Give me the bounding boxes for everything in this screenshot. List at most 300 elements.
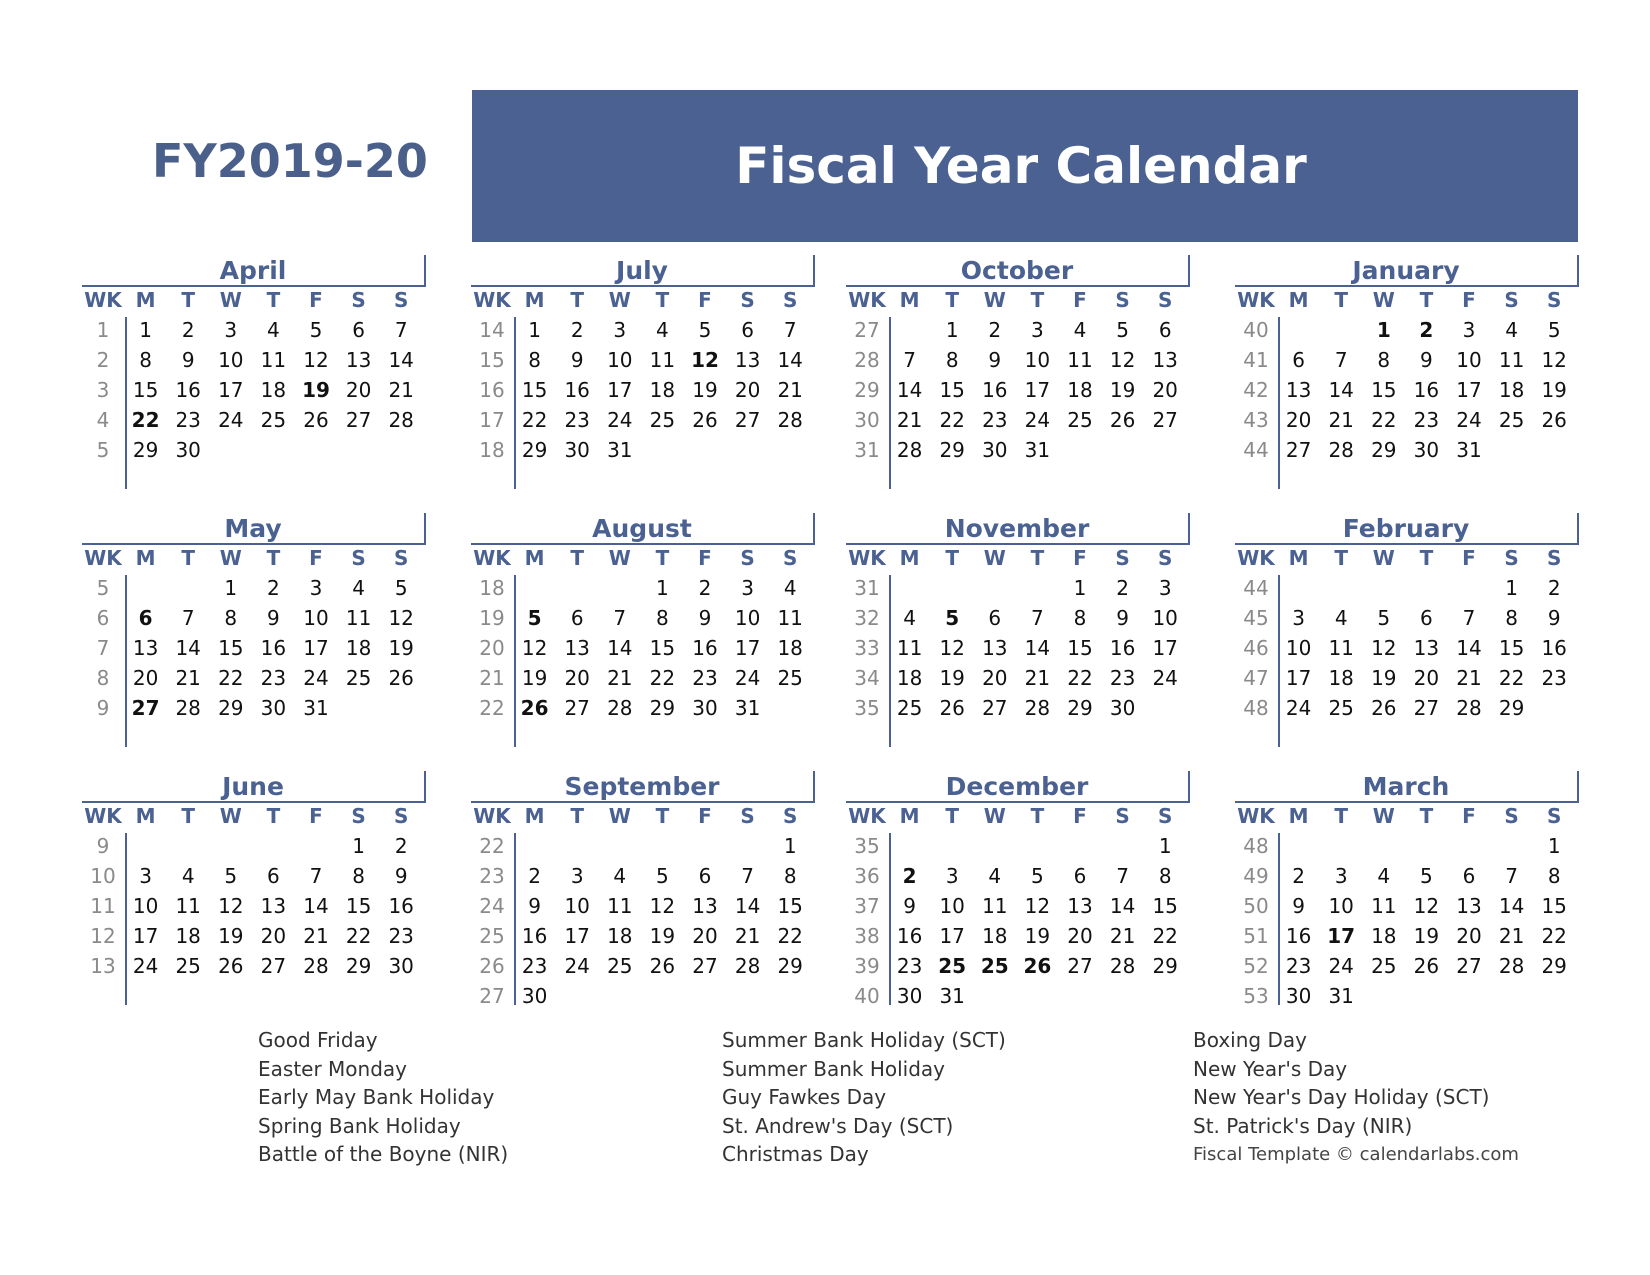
calendar-day: 18 xyxy=(777,636,803,660)
calendar-day: 3 xyxy=(741,576,754,600)
weekday-header: T xyxy=(266,546,281,570)
weekday-header: T xyxy=(1030,546,1045,570)
week-number: 41 xyxy=(1243,348,1269,372)
calendar-day: 21 xyxy=(1328,408,1354,432)
weekday-header: M xyxy=(899,546,920,570)
week-number: 40 xyxy=(1243,318,1269,342)
week-number-header: WK xyxy=(84,804,122,828)
weekday-header: S xyxy=(1504,804,1519,828)
calendar-day: 6 xyxy=(1420,606,1433,630)
calendar-day: 6 xyxy=(138,606,153,630)
week-number: 11 xyxy=(90,894,116,918)
week-number: 9 xyxy=(96,834,110,858)
weekday-header: F xyxy=(309,804,323,828)
calendar-day: 15 xyxy=(345,894,372,918)
weekday-header: T xyxy=(181,546,196,570)
calendar-day: 26 xyxy=(649,954,676,978)
calendar-day: 25 xyxy=(649,408,676,432)
calendar-day: 6 xyxy=(267,864,280,888)
weekday-header: T xyxy=(945,804,960,828)
calendar-day: 5 xyxy=(656,864,669,888)
calendar-day: 18 xyxy=(896,666,923,690)
calendar-day: 16 xyxy=(982,378,1008,402)
calendar-day: 5 xyxy=(1547,318,1561,342)
calendar-day: 18 xyxy=(607,924,633,948)
calendar-day: 16 xyxy=(260,636,287,660)
calendar-day: 27 xyxy=(564,696,590,720)
calendar-day: 22 xyxy=(345,924,372,948)
weekday-header: T xyxy=(1419,288,1434,312)
calendar-day: 29 xyxy=(1541,954,1567,978)
calendar-day: 8 xyxy=(783,864,797,888)
month-name: May xyxy=(82,513,426,545)
holiday-name: St. Patrick's Day (NIR) xyxy=(1193,1113,1413,1138)
calendar-day: 22 xyxy=(1498,666,1525,690)
week-number: 50 xyxy=(1243,894,1269,918)
month-january xyxy=(1235,255,1579,501)
month-february xyxy=(1235,513,1579,759)
calendar-day: 8 xyxy=(1073,606,1087,630)
calendar-day: 23 xyxy=(388,924,414,948)
weekday-header: M xyxy=(899,804,920,828)
calendar-day: 19 xyxy=(1024,924,1051,948)
calendar-day: 12 xyxy=(1371,636,1397,660)
week-number-header: WK xyxy=(1237,546,1275,570)
calendar-day: 3 xyxy=(1158,576,1172,600)
week-number-header: WK xyxy=(473,804,511,828)
calendar-day: 4 xyxy=(181,864,195,888)
calendar-day: 25 xyxy=(938,954,967,978)
calendar-day: 23 xyxy=(1541,666,1567,690)
calendar-day: 15 xyxy=(1498,636,1525,660)
weekday-header: T xyxy=(655,546,670,570)
calendar-day: 2 xyxy=(394,834,408,858)
calendar-day: 30 xyxy=(692,696,718,720)
calendar-day: 6 xyxy=(741,318,754,342)
calendar-day: 14 xyxy=(734,894,761,918)
week-number: 22 xyxy=(479,834,505,858)
weekday-header: M xyxy=(135,804,156,828)
calendar-day: 10 xyxy=(218,348,244,372)
calendar-day: 26 xyxy=(1541,408,1567,432)
calendar-day: 8 xyxy=(1547,864,1561,888)
calendar-day: 17 xyxy=(564,924,590,948)
calendar-day: 23 xyxy=(521,954,548,978)
calendar-day: 14 xyxy=(896,378,923,402)
calendar-day: 24 xyxy=(1456,408,1482,432)
calendar-day: 28 xyxy=(896,438,923,462)
calendar-day: 27 xyxy=(734,408,761,432)
calendar-day: 19 xyxy=(939,666,965,690)
weekday-header: S xyxy=(782,288,798,312)
calendar-day: 8 xyxy=(1377,348,1391,372)
calendar-day: 1 xyxy=(783,834,797,858)
calendar-day: 9 xyxy=(698,606,712,630)
calendar-day: 31 xyxy=(1024,438,1051,462)
calendar-day: 30 xyxy=(982,438,1008,462)
calendar-day: 1 xyxy=(224,576,238,600)
week-number: 10 xyxy=(90,864,116,888)
calendar-day: 2 xyxy=(698,576,712,600)
calendar-day: 29 xyxy=(521,438,548,462)
calendar-day: 8 xyxy=(224,606,238,630)
weekday-header: F xyxy=(698,546,712,570)
calendar-day: 7 xyxy=(783,318,797,342)
weekday-header: W xyxy=(983,288,1006,312)
calendar-day: 2 xyxy=(902,864,917,888)
calendar-day: 5 xyxy=(309,318,323,342)
calendar-day: 29 xyxy=(649,696,676,720)
calendar-day: 29 xyxy=(1067,696,1093,720)
week-number: 18 xyxy=(479,576,505,600)
weekday-header: M xyxy=(524,546,545,570)
calendar-day: 14 xyxy=(1328,378,1354,402)
calendar-day: 9 xyxy=(1292,894,1305,918)
week-number-header: WK xyxy=(1237,804,1275,828)
weekday-header: T xyxy=(570,546,585,570)
week-number: 7 xyxy=(96,636,110,660)
calendar-day: 25 xyxy=(260,408,287,432)
calendar-day: 7 xyxy=(394,318,408,342)
calendar-day: 20 xyxy=(132,666,159,690)
calendar-day: 23 xyxy=(1109,666,1136,690)
calendar-day: 18 xyxy=(1067,378,1093,402)
calendar-day: 9 xyxy=(267,606,280,630)
calendar-day: 24 xyxy=(303,666,329,690)
week-number: 53 xyxy=(1243,984,1269,1008)
calendar-day: 1 xyxy=(656,576,669,600)
calendar-day: 7 xyxy=(903,348,916,372)
weekday-header: T xyxy=(655,288,670,312)
week-number: 46 xyxy=(1243,636,1269,660)
weekday-header: W xyxy=(1372,546,1395,570)
calendar-day: 16 xyxy=(896,924,923,948)
calendar-day: 8 xyxy=(1158,864,1172,888)
month-name: January xyxy=(1235,255,1579,287)
calendar-day: 21 xyxy=(734,924,761,948)
holiday-name: Boxing Day xyxy=(1193,1028,1307,1052)
weekday-header: S xyxy=(1504,546,1519,570)
calendar-day: 15 xyxy=(218,636,244,660)
calendar-day: 11 xyxy=(607,894,633,918)
calendar-day: 30 xyxy=(1109,696,1136,720)
weekday-header: S xyxy=(1115,804,1130,828)
week-number: 26 xyxy=(479,954,505,978)
calendar-day: 10 xyxy=(939,894,965,918)
weekday-header: F xyxy=(1462,804,1476,828)
calendar-day: 4 xyxy=(352,576,365,600)
calendar-day: 21 xyxy=(1024,666,1051,690)
calendar-day: 17 xyxy=(1152,636,1178,660)
calendar-day: 14 xyxy=(1109,894,1136,918)
calendar-day: 11 xyxy=(649,348,676,372)
calendar-day: 11 xyxy=(1498,348,1525,372)
calendar-day: 13 xyxy=(734,348,761,372)
calendar-day: 1 xyxy=(352,834,365,858)
month-march xyxy=(1235,771,1579,1017)
calendar-day: 5 xyxy=(1116,318,1129,342)
calendar-day: 13 xyxy=(982,636,1008,660)
weekday-header: W xyxy=(1372,804,1395,828)
calendar-day: 27 xyxy=(131,696,160,720)
calendar-day: 1 xyxy=(1158,834,1172,858)
calendar-day: 6 xyxy=(698,864,712,888)
calendar-day: 22 xyxy=(1371,408,1397,432)
calendar-day: 20 xyxy=(1456,924,1482,948)
calendar-day: 10 xyxy=(564,894,590,918)
calendar-day: 20 xyxy=(982,666,1008,690)
calendar-day: 17 xyxy=(1456,378,1482,402)
calendar-day: 9 xyxy=(528,894,541,918)
weekday-header: S xyxy=(1546,288,1562,312)
calendar-day: 9 xyxy=(903,894,916,918)
calendar-day: 13 xyxy=(1067,894,1093,918)
calendar-day: 5 xyxy=(224,864,238,888)
calendar-day: 12 xyxy=(218,894,244,918)
template-credit: Fiscal Template © calendarlabs.com xyxy=(1193,1144,1519,1165)
weekday-header: W xyxy=(219,804,242,828)
weekday-header: S xyxy=(393,804,409,828)
weekday-header: S xyxy=(393,288,409,312)
weekday-header: S xyxy=(351,804,366,828)
calendar-day: 26 xyxy=(939,696,965,720)
weekday-header: S xyxy=(1157,804,1173,828)
calendar-day: 7 xyxy=(1031,606,1044,630)
calendar-day: 19 xyxy=(1371,666,1397,690)
calendar-day: 2 xyxy=(267,576,280,600)
calendar-day: 2 xyxy=(1292,864,1305,888)
calendar-day: 25 xyxy=(1328,696,1354,720)
calendar-day: 19 xyxy=(521,666,548,690)
week-number: 25 xyxy=(479,924,505,948)
calendar-day: 2 xyxy=(1116,576,1129,600)
calendar-day: 15 xyxy=(777,894,803,918)
week-number: 43 xyxy=(1243,408,1269,432)
calendar-day: 4 xyxy=(613,864,627,888)
weekday-header: S xyxy=(351,546,366,570)
calendar-day: 30 xyxy=(175,438,201,462)
month-name: November xyxy=(846,513,1190,545)
calendar-day: 2 xyxy=(1547,576,1561,600)
calendar-day: 19 xyxy=(302,378,330,402)
week-number-header: WK xyxy=(848,804,886,828)
calendar-day: 28 xyxy=(1109,954,1136,978)
calendar-day: 19 xyxy=(649,924,676,948)
week-number: 44 xyxy=(1243,438,1269,462)
calendar-day: 25 xyxy=(1498,408,1525,432)
calendar-day: 27 xyxy=(692,954,718,978)
calendar-day: 11 xyxy=(345,606,372,630)
week-number: 18 xyxy=(479,438,505,462)
calendar-day: 31 xyxy=(1456,438,1482,462)
week-number: 31 xyxy=(854,576,880,600)
calendar-day: 4 xyxy=(783,576,797,600)
calendar-day: 17 xyxy=(1327,924,1356,948)
calendar-day: 6 xyxy=(1292,348,1305,372)
week-number: 22 xyxy=(479,696,505,720)
calendar-day: 5 xyxy=(394,576,408,600)
calendar-day: 29 xyxy=(1498,696,1525,720)
weekday-header: T xyxy=(266,288,281,312)
weekday-header: T xyxy=(570,288,585,312)
calendar-day: 4 xyxy=(267,318,280,342)
calendar-day: 21 xyxy=(777,378,803,402)
calendar-day: 2 xyxy=(570,318,584,342)
calendar-day: 20 xyxy=(1285,408,1312,432)
weekday-header: M xyxy=(899,288,920,312)
weekday-header: F xyxy=(1073,288,1087,312)
calendar-day: 17 xyxy=(218,378,244,402)
weekday-header: T xyxy=(181,804,196,828)
week-number: 51 xyxy=(1243,924,1269,948)
calendar-day: 25 xyxy=(980,954,1009,978)
calendar-day: 9 xyxy=(570,348,584,372)
calendar-day: 24 xyxy=(218,408,244,432)
week-number: 47 xyxy=(1243,666,1269,690)
calendar-day: 7 xyxy=(1505,864,1518,888)
calendar-day: 24 xyxy=(734,666,761,690)
week-number: 2 xyxy=(96,348,110,372)
calendar-day: 27 xyxy=(1152,408,1178,432)
calendar-day: 17 xyxy=(1024,378,1051,402)
calendar-day: 20 xyxy=(345,378,372,402)
calendar-day: 3 xyxy=(570,864,584,888)
month-name: September xyxy=(471,771,815,803)
weekday-header: T xyxy=(1419,804,1434,828)
holiday-name: Summer Bank Holiday xyxy=(722,1056,945,1081)
calendar-day: 28 xyxy=(1024,696,1051,720)
calendar-day: 13 xyxy=(1456,894,1482,918)
calendar-day: 13 xyxy=(132,636,159,660)
weekday-header: T xyxy=(570,804,585,828)
calendar-day: 27 xyxy=(345,408,372,432)
weekday-header: M xyxy=(1288,288,1309,312)
calendar-day: 8 xyxy=(1505,606,1518,630)
weekday-header: F xyxy=(1073,546,1087,570)
calendar-day: 27 xyxy=(1413,696,1440,720)
calendar-day: 10 xyxy=(1328,894,1354,918)
calendar-day: 17 xyxy=(1285,666,1312,690)
calendar-day: 3 xyxy=(224,318,238,342)
calendar-day: 14 xyxy=(1024,636,1051,660)
calendar-day: 18 xyxy=(982,924,1008,948)
week-number: 15 xyxy=(479,348,505,372)
weekday-header: T xyxy=(1030,804,1045,828)
calendar-day: 8 xyxy=(139,348,152,372)
calendar-day: 26 xyxy=(520,696,549,720)
month-name: July xyxy=(471,255,815,287)
week-number: 44 xyxy=(1243,576,1269,600)
calendar-day: 3 xyxy=(613,318,627,342)
weekday-header: S xyxy=(1546,804,1562,828)
calendar-day: 14 xyxy=(303,894,329,918)
holiday-name: Guy Fawkes Day xyxy=(722,1085,887,1109)
calendar-day: 31 xyxy=(734,696,761,720)
holiday-name: Spring Bank Holiday xyxy=(258,1113,461,1138)
calendar-day: 28 xyxy=(1456,696,1482,720)
calendar-day: 27 xyxy=(1456,954,1482,978)
calendar-day: 13 xyxy=(1413,636,1440,660)
calendar-day: 23 xyxy=(260,666,287,690)
calendar-day: 16 xyxy=(388,894,414,918)
weekday-header: S xyxy=(1157,546,1173,570)
calendar-day: 22 xyxy=(131,408,160,432)
calendar-day: 19 xyxy=(1109,378,1136,402)
calendar-day: 23 xyxy=(896,954,923,978)
week-number: 14 xyxy=(479,318,505,342)
calendar-day: 24 xyxy=(1285,696,1312,720)
weekday-header: F xyxy=(1073,804,1087,828)
calendar-day: 27 xyxy=(260,954,287,978)
calendar-day: 1 xyxy=(1376,318,1391,342)
calendar-day: 14 xyxy=(388,348,414,372)
calendar-day: 10 xyxy=(1024,348,1051,372)
calendar-day: 9 xyxy=(394,864,408,888)
calendar-day: 18 xyxy=(1371,924,1397,948)
calendar-day: 10 xyxy=(132,894,159,918)
holiday-name: New Year's Day xyxy=(1193,1056,1348,1081)
calendar-day: 23 xyxy=(692,666,718,690)
calendar-day: 10 xyxy=(303,606,329,630)
calendar-day: 22 xyxy=(649,666,676,690)
calendar-day: 5 xyxy=(698,318,712,342)
calendar-day: 4 xyxy=(988,864,1002,888)
calendar-day: 18 xyxy=(1328,666,1354,690)
calendar-day: 20 xyxy=(260,924,287,948)
month-april xyxy=(82,255,426,501)
calendar-day: 30 xyxy=(1413,438,1440,462)
calendar-day: 29 xyxy=(345,954,372,978)
calendar-day: 15 xyxy=(1371,378,1397,402)
calendar-day: 28 xyxy=(1498,954,1525,978)
weekday-header: M xyxy=(524,804,545,828)
holiday-name: St. Andrew's Day (SCT) xyxy=(722,1113,954,1138)
calendar-day: 4 xyxy=(656,318,669,342)
week-number: 45 xyxy=(1243,606,1269,630)
month-july xyxy=(471,255,815,501)
calendar-day: 20 xyxy=(564,666,590,690)
calendar-day: 12 xyxy=(691,348,719,372)
calendar-day: 11 xyxy=(982,894,1008,918)
calendar-day: 30 xyxy=(564,438,590,462)
calendar-day: 28 xyxy=(777,408,803,432)
week-number-header: WK xyxy=(84,288,122,312)
calendar-day: 15 xyxy=(1152,894,1178,918)
calendar-day: 11 xyxy=(175,894,201,918)
weekday-header: S xyxy=(782,804,798,828)
calendar-day: 11 xyxy=(1371,894,1397,918)
weekday-header: W xyxy=(219,288,242,312)
weekday-header: T xyxy=(1030,288,1045,312)
calendar-day: 8 xyxy=(352,864,365,888)
month-december xyxy=(846,771,1190,1017)
weekday-header: W xyxy=(608,288,631,312)
calendar-day: 16 xyxy=(175,378,201,402)
calendar-day: 21 xyxy=(1109,924,1136,948)
calendar-day: 5 xyxy=(527,606,542,630)
weekday-header: F xyxy=(309,546,323,570)
calendar-day: 1 xyxy=(528,318,541,342)
weekday-header: S xyxy=(351,288,366,312)
weekday-header: F xyxy=(698,804,712,828)
week-number: 21 xyxy=(479,666,505,690)
calendar-day: 10 xyxy=(1152,606,1178,630)
weekday-header: M xyxy=(524,288,545,312)
weekday-header: T xyxy=(945,288,960,312)
calendar-day: 18 xyxy=(1498,378,1525,402)
calendar-day: 26 xyxy=(218,954,244,978)
calendar-day: 15 xyxy=(521,378,548,402)
